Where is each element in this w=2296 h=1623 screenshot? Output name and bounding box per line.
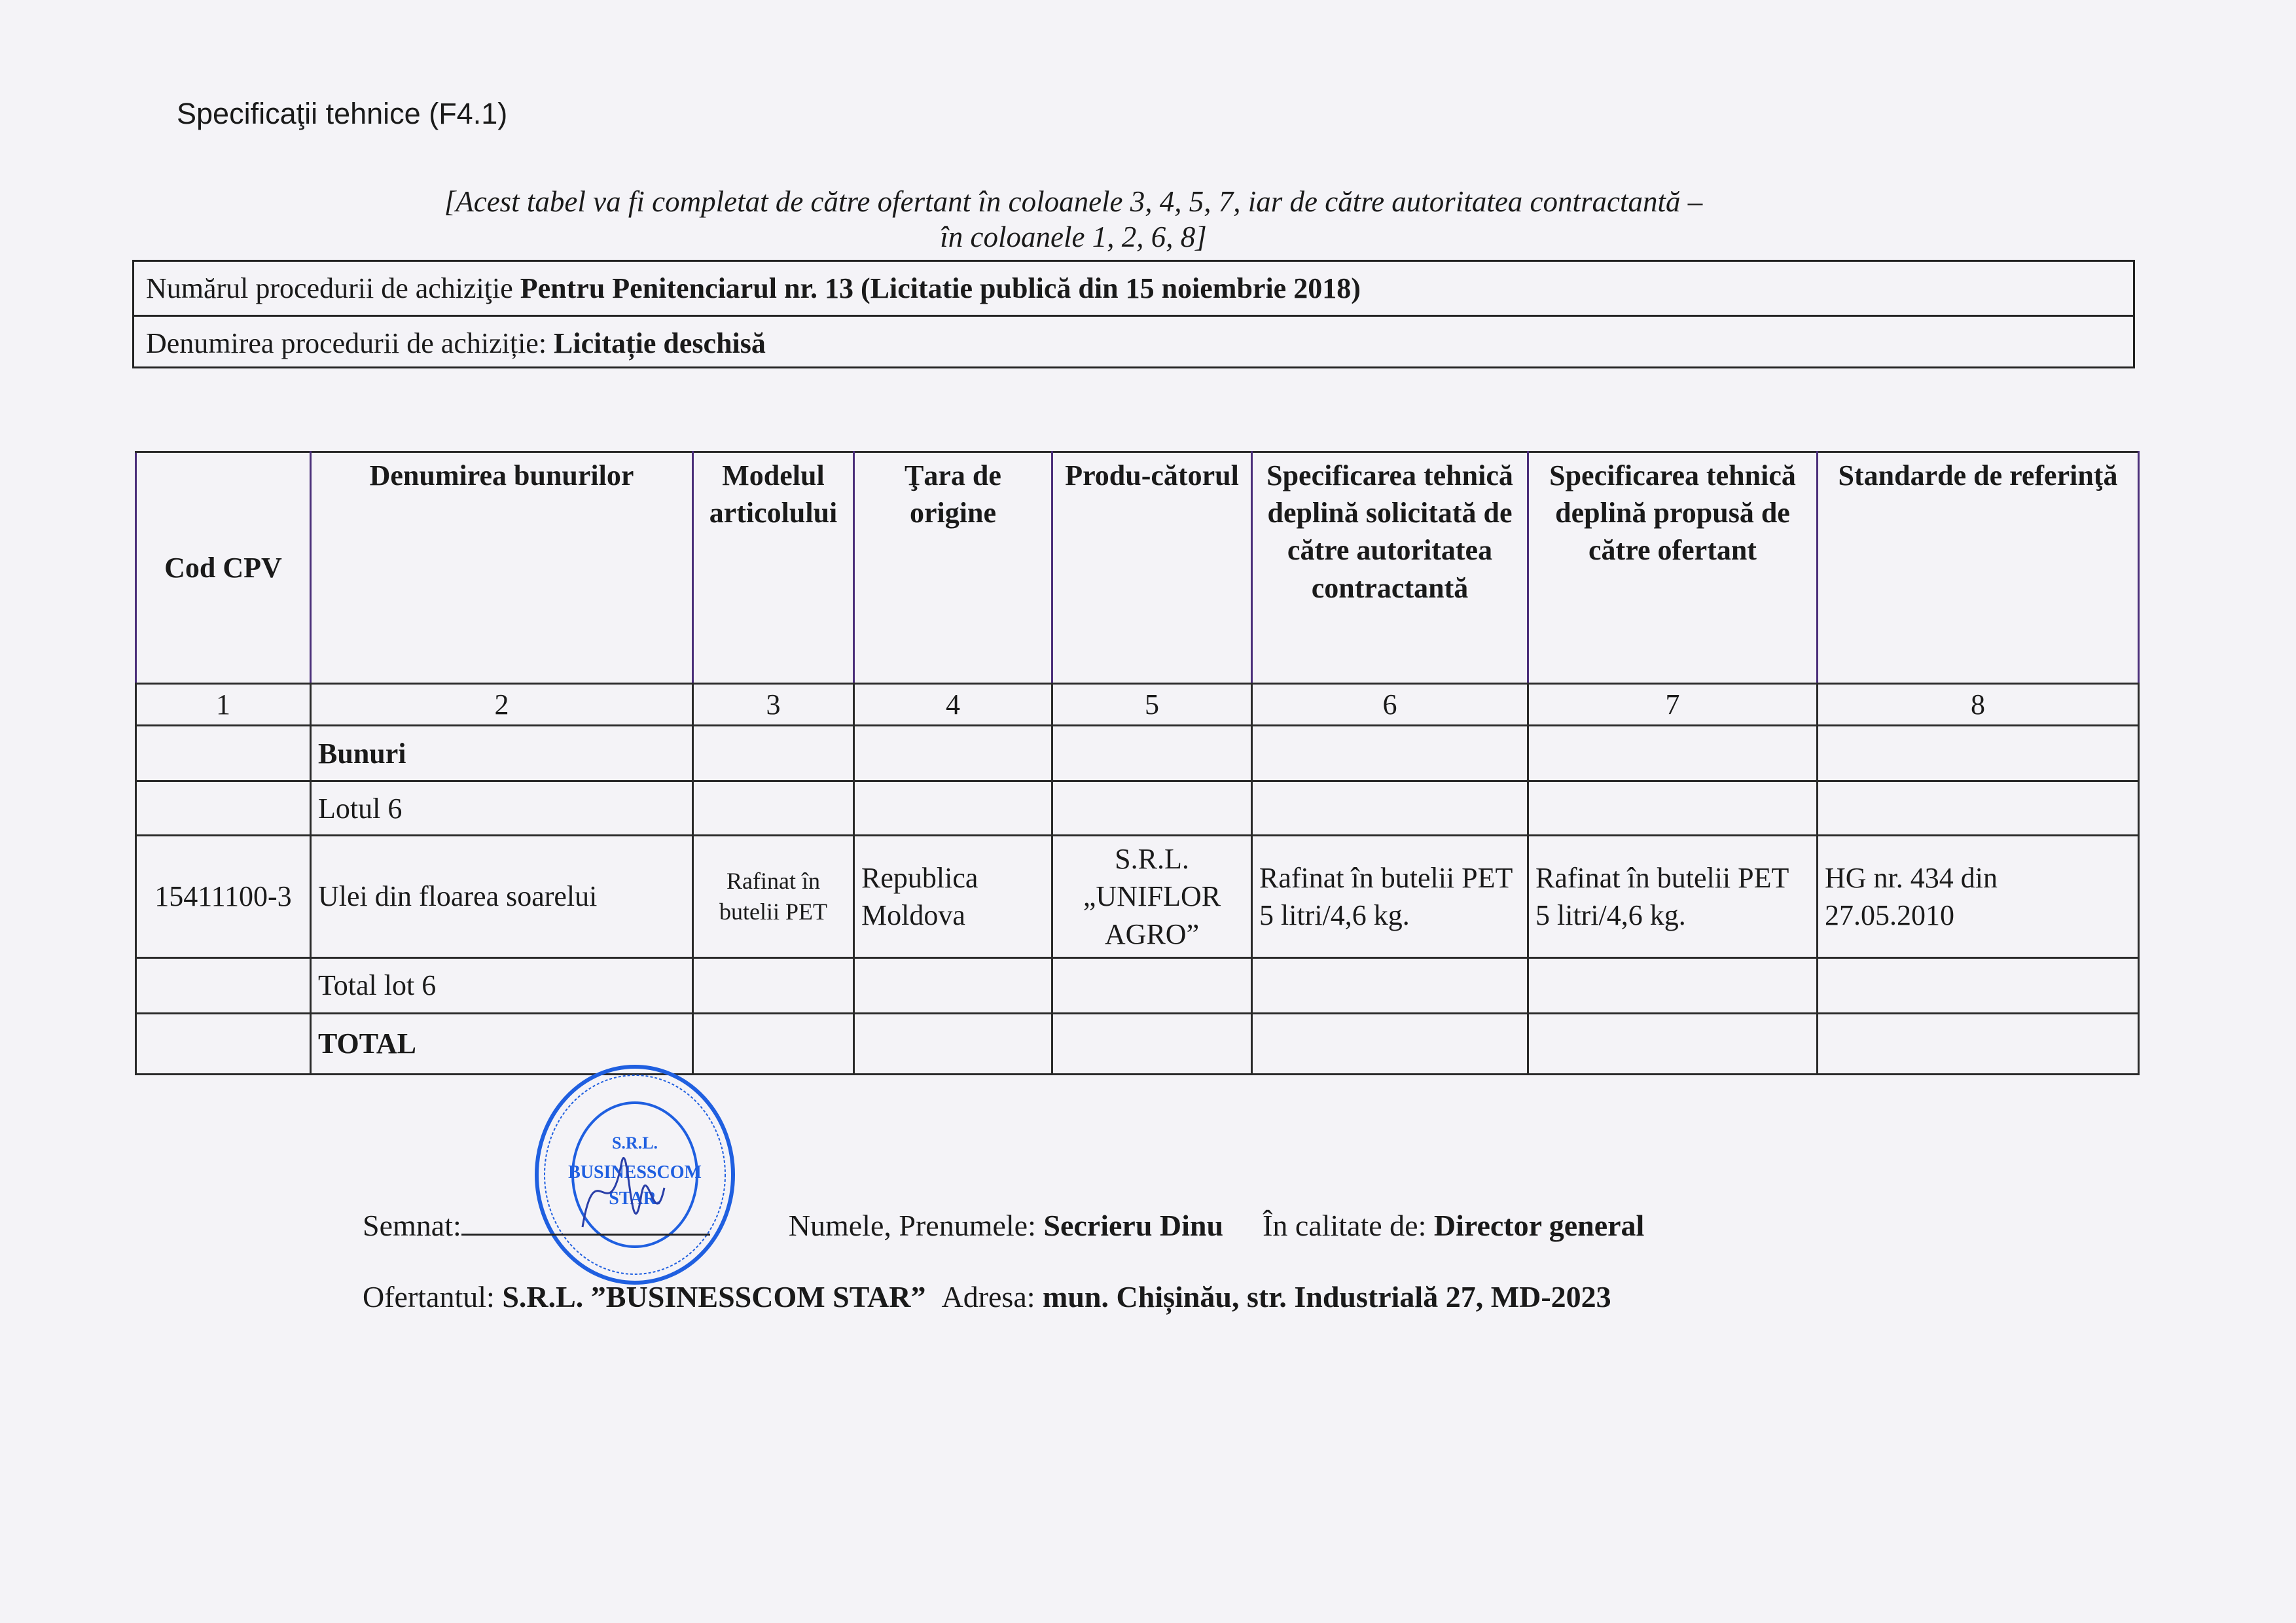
bidder-address: mun. Chișinău, str. Industrială 27, MD-2023 xyxy=(1043,1280,1611,1313)
instruction-note-line2: în coloanele 1, 2, 6, 8] xyxy=(940,221,1207,253)
producer: S.R.L. „UNIFLOR AGRO” xyxy=(1052,836,1252,958)
procedure-name-value: Licitație deschisă xyxy=(554,327,766,359)
reference-standard: HG nr. 434 din 27.05.2010 xyxy=(1818,836,2139,958)
total-lot-row xyxy=(136,957,2139,1013)
total-lot-label: Total lot 6 xyxy=(311,957,693,1013)
procedure-name-row xyxy=(134,315,2133,368)
goods-name: Ulei din floarea soarelui xyxy=(311,836,693,958)
procedure-number-label: Numărul procedurii de achiziţie xyxy=(146,272,520,304)
header-row xyxy=(136,452,2139,684)
column-number: 2 xyxy=(311,684,693,726)
lot-label: Lotul 6 xyxy=(311,781,693,836)
signer-role: Director general xyxy=(1433,1209,1645,1242)
column-number-row xyxy=(136,684,2139,726)
header-cell: Ţara de origine xyxy=(854,452,1052,684)
lot-row xyxy=(136,781,2139,836)
signed-label: Semnat: xyxy=(363,1209,461,1242)
header-cell: Modelul articolului xyxy=(693,452,854,684)
role-label: În calitate de: xyxy=(1263,1209,1434,1242)
section-row xyxy=(136,726,2139,781)
name-label: Numele, Prenumele: xyxy=(788,1209,1044,1242)
bidder-label: Ofertantul: xyxy=(363,1280,503,1313)
address-label: Adresa: xyxy=(941,1280,1043,1313)
table-row xyxy=(136,836,2139,958)
header-cell: Specificarea tehnică deplină propusă de către ofertant xyxy=(1528,452,1818,684)
column-number: 3 xyxy=(693,684,854,726)
header-cell: Cod CPV xyxy=(136,452,311,684)
svg-text:STAR.: STAR. xyxy=(609,1188,661,1209)
instruction-note-line1: [Acest tabel va fi completat de către ofertant în coloanele 3, 4, 5, 7, iar de către autoritatea contractantă – xyxy=(444,185,1703,218)
header-cell: Produ-cătorul xyxy=(1052,452,1252,684)
signer-name: Secrieru Dinu xyxy=(1043,1209,1224,1242)
specifications-table xyxy=(135,451,2140,1075)
item-model: Rafinat în butelii PET xyxy=(693,836,854,958)
svg-text:BUSINESSCOM: BUSINESSCOM xyxy=(568,1162,702,1183)
svg-text:S.R.L.: S.R.L. xyxy=(611,1133,658,1152)
country-of-origin: Republica Moldova xyxy=(854,836,1052,958)
signature-row xyxy=(363,1207,1644,1243)
column-number: 7 xyxy=(1528,684,1818,726)
document-title: Specificaţii tehnice (F4.1) xyxy=(177,97,508,130)
total-row xyxy=(136,1013,2139,1074)
total-label: TOTAL xyxy=(311,1013,693,1074)
procedure-number-row xyxy=(134,262,2133,315)
procedure-box xyxy=(132,260,2135,368)
signature-line xyxy=(461,1207,710,1236)
column-number: 6 xyxy=(1252,684,1528,726)
column-number: 4 xyxy=(854,684,1052,726)
spec-offered: Rafinat în butelii PET 5 litri/4,6 kg. xyxy=(1528,836,1818,958)
header-cell: Denumirea bunurilor xyxy=(311,452,693,684)
header-cell: Specificarea tehnică deplină solicitată de către autoritatea contractantă xyxy=(1252,452,1528,684)
section-label: Bunuri xyxy=(311,726,693,781)
cpv-code: 15411100-3 xyxy=(136,836,311,958)
procedure-number-value: Pentru Penitenciarul nr. 13 (Licitatie publică din 15 noiembrie 2018) xyxy=(520,272,1361,304)
procedure-name-label: Denumirea procedurii de achiziție: xyxy=(146,327,554,359)
company-stamp xyxy=(524,1063,746,1286)
column-number: 5 xyxy=(1052,684,1252,726)
column-number: 8 xyxy=(1818,684,2139,726)
bidder-name: S.R.L. ”BUSINESSCOM STAR” xyxy=(502,1280,926,1313)
spec-requested: Rafinat în butelii PET 5 litri/4,6 kg. xyxy=(1252,836,1528,958)
header-cell: Standarde de referinţă xyxy=(1818,452,2139,684)
column-number: 1 xyxy=(136,684,311,726)
bidder-row xyxy=(363,1279,1611,1314)
